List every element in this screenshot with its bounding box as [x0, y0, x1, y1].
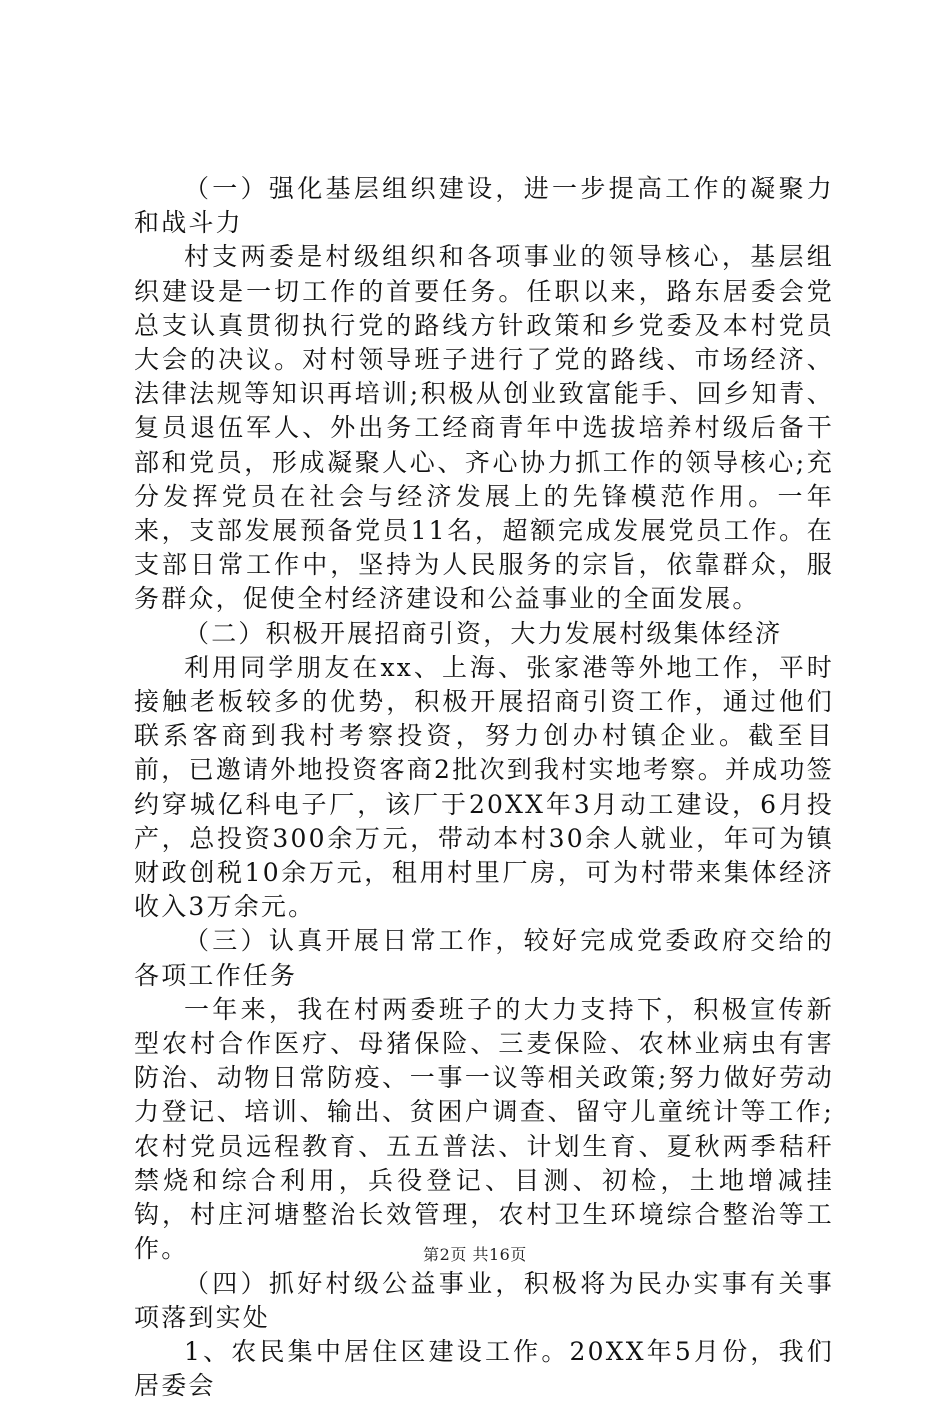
document-body [134, 172, 834, 1403]
section-heading-1: （一）强化基层组织建设，进一步提高工作的凝聚力和战斗力 [134, 174, 834, 238]
body-paragraph-1: 村支两委是村级组织和各项事业的领导核心，基层组织建设是一切工作的首要任务。任职以来，路东居委会党总支认真贯彻执行党的路线方针政策和乡党委及本村党员大会的决议。对村领导班子进行了党的路线、市场经济、法律法规等知识再培训;积极从创业致富能手、回乡知青、复员退伍军人、外出务工经商青年中选拔培养村级后备干部和党员，形成凝聚人心、齐心协力抓工作的领导核心;充分发挥党员在社会与经济发展上的先锋模范作用。一年来，支部发展预备党员11名，超额完成发展党员工作。在支部日常工作中，坚持为人民服务的宗旨，依靠群众，服务群众，促使全村经济建设和公益事业的全面发展。 [134, 242, 834, 614]
section-heading-3: （三）认真开展日常工作，较好完成党委政府交给的各项工作任务 [134, 926, 834, 990]
body-paragraph-3: 一年来，我在村两委班子的大力支持下，积极宣传新型农村合作医疗、母猪保险、三麦保险、农林业病虫有害防治、动物日常防疫、一事一议等相关政策;努力做好劳动力登记、培训、输出、贫困户调查、留守儿童统计等工作;农村党员远程教育、五五普法、计划生育、夏秋两季秸秆禁烧和综合利用，兵役登记、目测、初检，土地增减挂钩，村庄河塘整治长效管理，农村卫生环境综合整治等工作。 [134, 994, 834, 1264]
page-number-footer: 第2页 共16页 [423, 1245, 527, 1264]
body-paragraph-4: 1、农民集中居住区建设工作。20XX年5月份，我们居委会 [134, 1336, 834, 1401]
section-heading-4: （四）抓好村级公益事业，积极将为民办实事有关事项落到实处 [134, 1268, 834, 1332]
section-heading-2: （二）积极开展招商引资，大力发展村级集体经济 [184, 618, 783, 648]
body-paragraph-2: 利用同学朋友在xx、上海、张家港等外地工作，平时接触老板较多的优势，积极开展招商引资工作，通过他们联系客商到我村考察投资，努力创办村镇企业。截至目前，已邀请外地投资客商2批次到我村实地考察。并成功签约穿城亿科电子厂，该厂于20XX年3月动工建设，6月投产，总投资300余万元，带动本村30余人就业，年可为镇财政创税10余万元，租用村里厂房，可为村带来集体经济收入3万余元。 [134, 652, 834, 922]
